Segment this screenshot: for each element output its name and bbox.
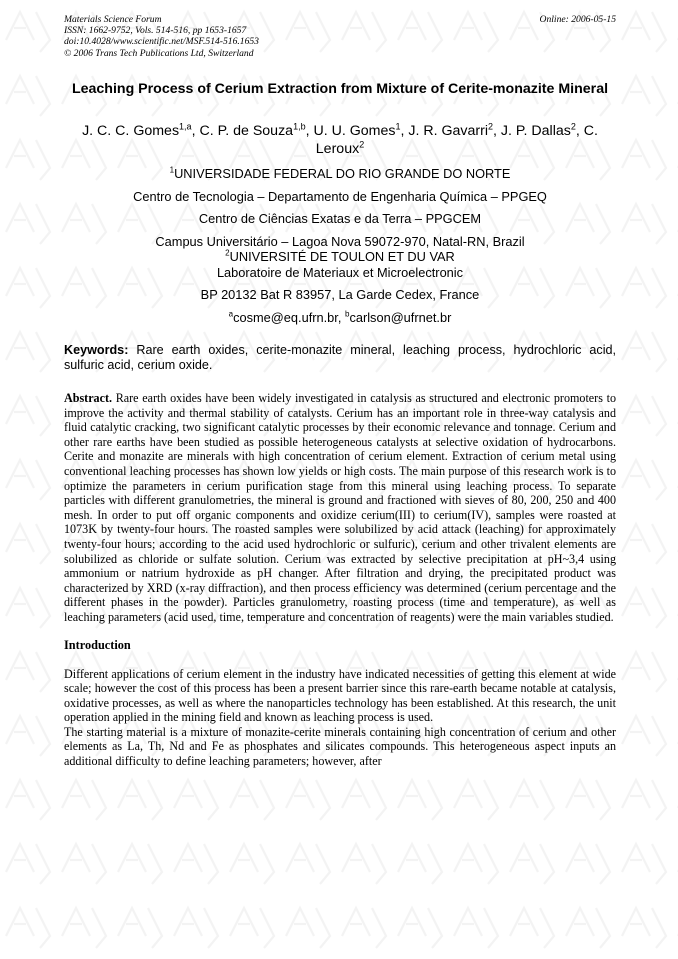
affiliation-1-name: $^1$UNIVERSIDADE FEDERAL DO RIO GRANDE DO NORTE [169,165,511,181]
author: J. C. C. Gomes$^{1,a}$, [82,121,200,139]
doi-line: doi:10.4028/www.scientific.net/MSF.514-516.1653 [64,36,259,48]
introduction-paragraph-2: The starting material is a mixture of monazite-cerite minerals containing high concentration of cerium and other elements as La, Th, Nd and Fe as phosphates and silicates compounds. This heterogeneous aspect inputs an additional difficulty to define leaching parameters; however, after [64,724,616,769]
affiliation-2-name: $^2$UNIVERSITÉ DE TOULON ET DU VAR [225,248,455,264]
author: J. P. Dallas$^2$, [500,121,584,139]
abstract-text: Rare earth oxides have been widely investigated in catalysis as structured and electronic promoters to improve the activity and thermal stability of catalysts. Cerium has an important role in three-way catalysis and fluid catalytic cracking, two significant catalytic processes by their economic relevance and tonnage. Cerium and other rare earths have been studied as possible heterogeneous catalysts at selective oxidation of hydrocarbons. Cerite and monazite are minerals with high concentration of cerium element. Extraction of cerium metal using conventional leaching processes has shown low yields or high costs. The main purpose of this research work is to optimize the parameters in cerium purification stage from this mineral using leaching process. To separate particles with different granulometries, the mineral is ground and fractioned with sieves of 80, 200, 250 and 400 mesh. In order to put off organic components and oxidize cerium(III) to cerium(IV), samples were roasted at 1073K by twenty-four hours. The roasted samples were solubilized by acid attack (leaching) for approximately twenty-four hours; according to the acid used hydrochloric or sulfuric), cerium and other trivalent elements are solubilized as chloride or sulfate solution. Cerium was extracted by selective precipitation at pH~3,4 using ammonium or natrium hydroxide as pH changer. After filtration and drying, the precipitated product was characterized by XRD (x-ray diffraction), and then process efficiency was determined (cerium percentage and the different phases in the powder). Particles granulometry, roasting process (time and temperature), as well as leaching parameters (acid used, time, temperature and concentration of reagents) were the main variables studied. [64,391,616,624]
paper-page [64,14,616,769]
introduction-paragraph-1: Different applications of cerium element in the industry have indicated necessities of getting this element at wide scale; however the cost of this process has been a present barrier since this rare-earth became notable at catalysis, oxidative processes, as well as where the nanoparticles technology has been established. At this research, the unit operation applied in the mining field and known as leaching process is used. [64,666,616,725]
author: C. P. de Souza$^{1,b}$, [199,121,314,139]
abstract [64,391,616,625]
affiliation-2-address: BP 20132 Bat R 83957, La Garde Cedex, France [200,287,480,302]
keywords [64,343,616,373]
affiliation-1-address: Campus Universitário – Lagoa Nova 59072-970, Natal-RN, Brazil [155,233,525,249]
copyright-line: © 2006 Trans Tech Publications Ltd, Switzerland [64,47,254,59]
author: C. Leroux$^2$ [315,123,598,157]
affiliation-1-department: Centro de Tecnologia – Departamento de Engenharia Química – PPGEQ [133,188,547,204]
issn-line: ISSN: 1662-9752, Vols. 514-516, pp 1653-1657 [64,25,247,37]
journal-name: Materials Science Forum [64,14,162,25]
affiliations [64,166,616,325]
affiliation-1-center: Centro de Ciências Exatas e da Terra – PPGCEM [198,211,482,226]
introduction-heading: Introduction [64,637,131,652]
author-emails: $^a$cosme@eq.ufrn.br, $^b$carlson@ufrnet.br [228,309,452,325]
keywords-text: Rare earth oxides, cerite-monazite mineral, leaching process, hydrochloric acid, sulfuric acid, cerium oxide. [64,343,616,372]
introduction-body [64,667,616,769]
online-date: Online: 2006-05-15 [539,14,616,25]
affiliation-2-lab: Laboratoire de Materiaux et Microelectronic [216,264,464,280]
author: J. R. Gavarri$^2$, [408,121,501,139]
paper-title: Leaching Process of Cerium Extraction from Mixture of Cerite-monazite Mineral [71,81,609,97]
author-list [64,122,616,158]
abstract-label: Abstract. [64,391,113,405]
author: U. U. Gomes$^1$, [313,121,409,139]
journal-header [64,14,616,66]
keywords-label: Keywords: [64,343,129,357]
